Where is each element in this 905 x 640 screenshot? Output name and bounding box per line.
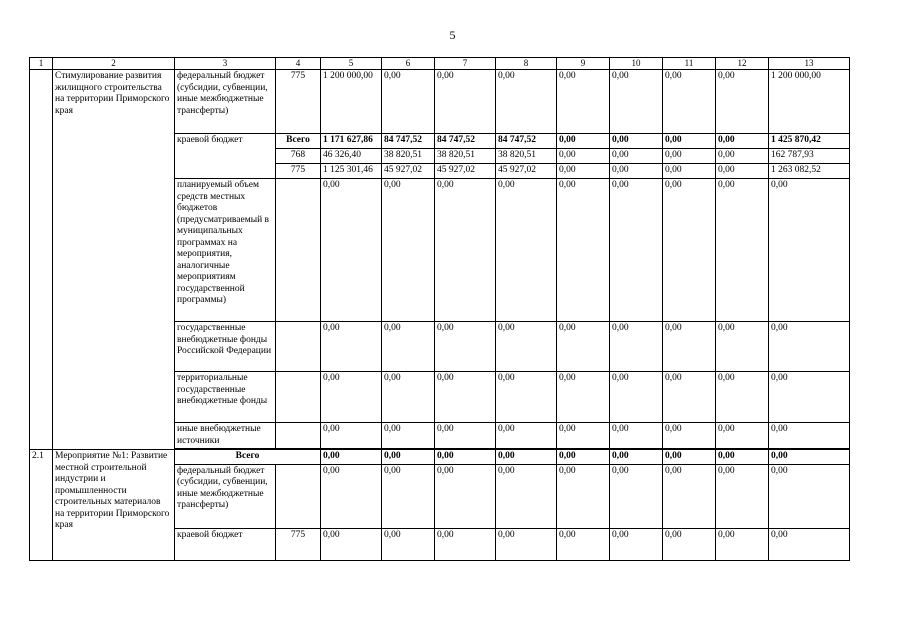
value-cell: 0,00 xyxy=(435,70,496,134)
value-cell: 0,00 xyxy=(496,464,557,528)
code-cell: 768 xyxy=(276,149,321,164)
value-cell: 0,00 xyxy=(716,322,769,372)
value-cell: 0,00 xyxy=(321,423,382,449)
value-cell: 46 326,40 xyxy=(321,149,382,164)
funding-source-cell: федеральный бюджет (субсидии, субвенции, иные межбюджетные трансферты) xyxy=(175,70,276,134)
funding-source-cell: краевой бюджет xyxy=(175,134,276,179)
row-number-cell: 2.1 xyxy=(30,450,53,561)
code-cell xyxy=(276,423,321,449)
value-cell: 0,00 xyxy=(382,70,435,134)
value-cell: 0,00 xyxy=(610,179,663,322)
value-cell: 0,00 xyxy=(435,464,496,528)
table-row xyxy=(30,450,850,465)
column-header: 4 xyxy=(276,58,321,70)
value-cell: 0,00 xyxy=(557,322,610,372)
page-number: 5 xyxy=(449,28,456,42)
value-cell: 0,00 xyxy=(663,179,716,322)
value-cell: 0,00 xyxy=(769,423,850,449)
column-header: 5 xyxy=(321,58,382,70)
value-cell: 0,00 xyxy=(557,423,610,449)
value-cell: 0,00 xyxy=(610,450,663,465)
funding-source-cell: планируемый объем средств местных бюджетов (предусматриваемый в муниципальных программах на мероприятия, аналогичные мероприятиям государственной программы) xyxy=(175,179,276,322)
code-cell: 775 xyxy=(276,70,321,134)
funding-source-cell: Всего xyxy=(175,450,321,465)
code-cell xyxy=(276,322,321,372)
value-cell: 0,00 xyxy=(557,464,610,528)
value-cell: 0,00 xyxy=(610,70,663,134)
code-cell xyxy=(276,464,321,528)
value-cell: 0,00 xyxy=(382,464,435,528)
value-cell: 0,00 xyxy=(435,179,496,322)
value-cell: 0,00 xyxy=(435,322,496,372)
value-cell: 0,00 xyxy=(610,464,663,528)
value-cell: 0,00 xyxy=(321,322,382,372)
value-cell: 38 820,51 xyxy=(382,149,435,164)
value-cell: 0,00 xyxy=(716,450,769,465)
value-cell: 84 747,52 xyxy=(382,134,435,149)
value-cell: 0,00 xyxy=(663,70,716,134)
value-cell: 0,00 xyxy=(557,528,610,560)
column-header: 7 xyxy=(435,58,496,70)
program-name-cell: Мероприятие №1: Развитие местной строительной индустрии и промышленности строительных материалов на территории Приморского края xyxy=(53,450,175,561)
value-cell: 0,00 xyxy=(716,149,769,164)
column-header: 2 xyxy=(53,58,175,70)
value-cell: 0,00 xyxy=(496,423,557,449)
value-cell: 0,00 xyxy=(769,372,850,423)
value-cell: 0,00 xyxy=(769,450,850,465)
value-cell: 1 263 082,52 xyxy=(769,164,850,179)
column-header: 3 xyxy=(175,58,276,70)
value-cell: 0,00 xyxy=(496,179,557,322)
value-cell: 0,00 xyxy=(557,149,610,164)
value-cell: 1 200 000,00 xyxy=(769,70,850,134)
value-cell: 0,00 xyxy=(382,179,435,322)
value-cell: 84 747,52 xyxy=(496,134,557,149)
value-cell: 0,00 xyxy=(610,528,663,560)
column-header: 10 xyxy=(610,58,663,70)
value-cell: 0,00 xyxy=(610,149,663,164)
value-cell: 0,00 xyxy=(663,149,716,164)
value-cell: 0,00 xyxy=(716,423,769,449)
value-cell: 0,00 xyxy=(321,372,382,423)
value-cell: 0,00 xyxy=(496,528,557,560)
value-cell: 0,00 xyxy=(716,528,769,560)
value-cell: 0,00 xyxy=(769,464,850,528)
value-cell: 0,00 xyxy=(716,134,769,149)
value-cell: 84 747,52 xyxy=(435,134,496,149)
value-cell: 0,00 xyxy=(610,423,663,449)
row-number-cell xyxy=(30,70,53,450)
program-name-cell: Стимулирование развития жилищного строительства на территории Приморского края xyxy=(53,70,175,450)
value-cell: 162 787,93 xyxy=(769,149,850,164)
value-cell: 0,00 xyxy=(382,372,435,423)
value-cell: 0,00 xyxy=(610,134,663,149)
value-cell: 0,00 xyxy=(557,179,610,322)
value-cell: 0,00 xyxy=(435,372,496,423)
column-header: 12 xyxy=(716,58,769,70)
column-header: 6 xyxy=(382,58,435,70)
value-cell: 0,00 xyxy=(610,322,663,372)
code-cell xyxy=(276,372,321,423)
code-cell: 775 xyxy=(276,528,321,560)
column-header: 11 xyxy=(663,58,716,70)
value-cell: 38 820,51 xyxy=(496,149,557,164)
value-cell: 0,00 xyxy=(663,464,716,528)
value-cell: 0,00 xyxy=(382,450,435,465)
value-cell: 0,00 xyxy=(496,70,557,134)
table-row xyxy=(30,70,850,134)
value-cell: 0,00 xyxy=(663,423,716,449)
funding-source-cell: территориальные государственные внебюджетные фонды xyxy=(175,372,276,423)
column-header: 1 xyxy=(30,58,53,70)
value-cell: 45 927,02 xyxy=(435,164,496,179)
value-cell: 0,00 xyxy=(321,179,382,322)
value-cell: 0,00 xyxy=(610,372,663,423)
value-cell: 0,00 xyxy=(769,179,850,322)
value-cell: 0,00 xyxy=(769,528,850,560)
code-cell: 775 xyxy=(276,164,321,179)
code-cell xyxy=(276,179,321,322)
value-cell: 0,00 xyxy=(716,179,769,322)
value-cell: 0,00 xyxy=(382,322,435,372)
value-cell: 0,00 xyxy=(435,423,496,449)
value-cell: 0,00 xyxy=(716,164,769,179)
value-cell: 45 927,02 xyxy=(382,164,435,179)
value-cell: 0,00 xyxy=(716,372,769,423)
value-cell: 0,00 xyxy=(321,450,382,465)
value-cell: 1 171 627,86 xyxy=(321,134,382,149)
value-cell: 1 425 870,42 xyxy=(769,134,850,149)
value-cell: 0,00 xyxy=(321,464,382,528)
value-cell: 0,00 xyxy=(496,372,557,423)
value-cell: 0,00 xyxy=(435,450,496,465)
value-cell: 0,00 xyxy=(321,528,382,560)
table-header-row xyxy=(30,58,850,70)
value-cell: 0,00 xyxy=(663,164,716,179)
value-cell: 0,00 xyxy=(557,164,610,179)
code-cell: Всего xyxy=(276,134,321,149)
value-cell: 0,00 xyxy=(663,372,716,423)
column-header: 13 xyxy=(769,58,850,70)
value-cell: 0,00 xyxy=(663,528,716,560)
value-cell: 0,00 xyxy=(496,322,557,372)
value-cell: 0,00 xyxy=(663,450,716,465)
value-cell: 1 125 301,46 xyxy=(321,164,382,179)
value-cell: 0,00 xyxy=(557,450,610,465)
budget-table xyxy=(29,57,850,561)
value-cell: 0,00 xyxy=(435,528,496,560)
value-cell: 0,00 xyxy=(382,528,435,560)
value-cell: 0,00 xyxy=(557,372,610,423)
funding-source-cell: краевой бюджет xyxy=(175,528,276,560)
funding-source-cell: государственные внебюджетные фонды Российской Федерации xyxy=(175,322,276,372)
value-cell: 0,00 xyxy=(663,322,716,372)
funding-source-cell: федеральный бюджет (субсидии, субвенции, иные межбюджетные трансферты) xyxy=(175,464,276,528)
value-cell: 0,00 xyxy=(769,322,850,372)
funding-source-cell: иные внебюджетные источники xyxy=(175,423,276,449)
column-header: 8 xyxy=(496,58,557,70)
value-cell: 45 927,02 xyxy=(496,164,557,179)
value-cell: 38 820,51 xyxy=(435,149,496,164)
value-cell: 1 200 000,00 xyxy=(321,70,382,134)
value-cell: 0,00 xyxy=(496,450,557,465)
value-cell: 0,00 xyxy=(716,70,769,134)
value-cell: 0,00 xyxy=(382,423,435,449)
value-cell: 0,00 xyxy=(716,464,769,528)
column-header: 9 xyxy=(557,58,610,70)
value-cell: 0,00 xyxy=(557,70,610,134)
value-cell: 0,00 xyxy=(610,164,663,179)
value-cell: 0,00 xyxy=(557,134,610,149)
value-cell: 0,00 xyxy=(663,134,716,149)
